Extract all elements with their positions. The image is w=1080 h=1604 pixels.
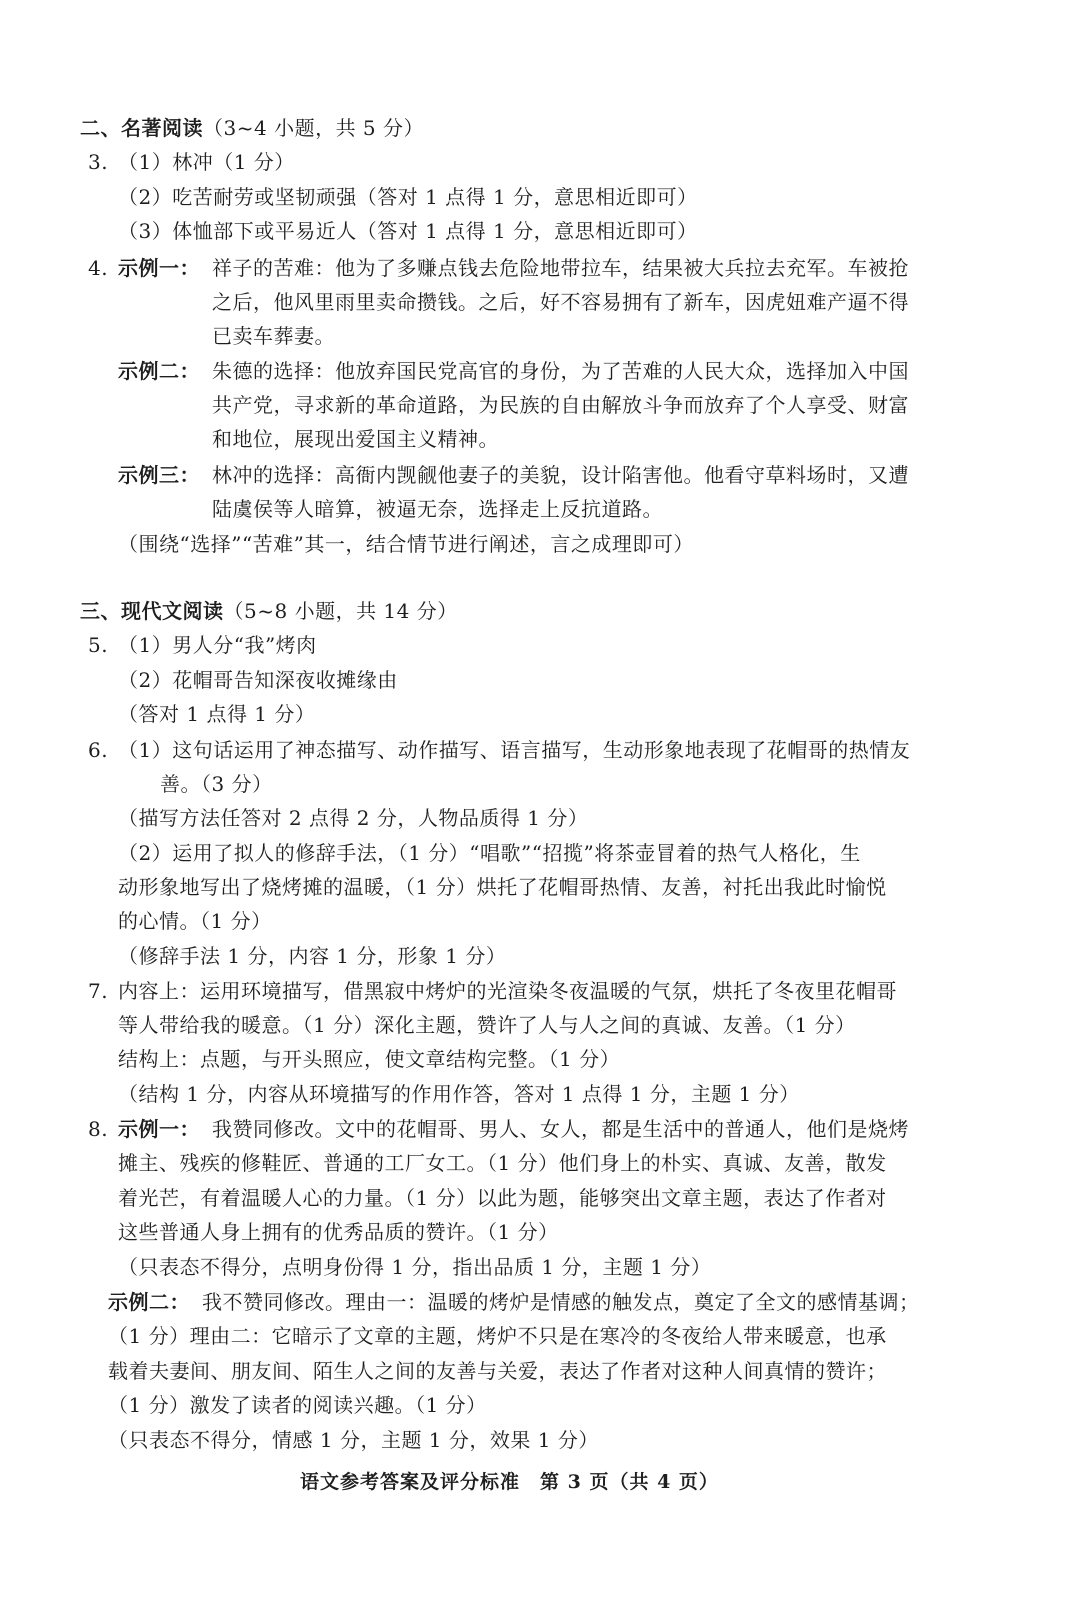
q4-example1-line2: 之后，他风里雨里卖命攒钱。之后，好不容易拥有了新车，因虎妞难产逼不得 — [212, 290, 909, 314]
q8-example2-line3: 载着夫妻间、朋友间、陌生人之间的友善与关爱，表达了作者对这种人间真情的赞许； — [108, 1359, 887, 1383]
section2-heading-line — [80, 113, 424, 143]
q8-example2-line2: （1 分）理由二：它暗示了文章的主题，烤炉不只是在寒冷的冬夜给人带来暖意，也承 — [108, 1324, 887, 1348]
q8-example1-line2: 摊主、残疾的修鞋匠、普通的工厂女工。（1 分）他们身上的朴实、真诚、友善，散发 — [118, 1151, 887, 1175]
q8-example1-line4: 这些普通人身上拥有的优秀品质的赞许。（1 分） — [118, 1220, 559, 1244]
q6-scoring-note-2: （修辞手法 1 分，内容 1 分，形象 1 分） — [118, 944, 507, 968]
q7-answer-line2: 等人带给我的暖意。（1 分）深化主题，赞许了人与人之间的真诚、友善。（1 分） — [118, 1013, 856, 1037]
q7-number: 7. — [88, 979, 109, 1003]
q8-example1-line3: 着光芒，有着温暖人心的力量。（1 分）以此为题，能够突出文章主题，表达了作者对 — [118, 1186, 887, 1210]
q6-answer-2-line3: 的心情。（1 分） — [118, 909, 272, 933]
q4-example2-label: 示例二： — [118, 359, 200, 383]
q3-number: 3. — [88, 150, 109, 174]
q3-answer-3: （3）体恤部下或平易近人（答对 1 点得 1 分，意思相近即可） — [118, 219, 698, 243]
q5-number: 5. — [88, 633, 109, 657]
q6-scoring-note-1: （描写方法任答对 2 点得 2 分，人物品质得 1 分） — [118, 806, 589, 830]
q8-example2-label: 示例二： — [108, 1290, 190, 1314]
page-footer: 语文参考答案及评分标准 第 3 页（共 4 页） — [300, 1471, 719, 1493]
q6-answer-2-line1: （2）运用了拟人的修辞手法，（1 分）“唱歌”“招揽”将茶壶冒着的热气人格化，生 — [118, 841, 861, 865]
q6-number: 6. — [88, 738, 109, 762]
q7-scoring-note: （结构 1 分，内容从环境描写的作用作答，答对 1 点得 1 分，主题 1 分） — [118, 1082, 800, 1106]
q3-answer-1: （1）林冲（1 分） — [118, 150, 295, 174]
q5-answer-2: （2）花帽哥告知深夜收摊缘由 — [118, 668, 398, 692]
section3-heading-note: （5~8 小题，共 14 分） — [223, 599, 458, 623]
q8-example1-scoring-note: （只表态不得分，点明身份得 1 分，指出品质 1 分，主题 1 分） — [118, 1255, 712, 1279]
q4-scoring-note: （围绕“选择”“苦难”其一，结合情节进行阐述，言之成理即可） — [118, 532, 694, 556]
q8-example2-line1: 我不赞同修改。理由一：温暖的烤炉是情感的触发点，奠定了全文的感情基调； — [202, 1290, 920, 1314]
q4-example3-line2: 陆虞侯等人暗算，被逼无奈，选择走上反抗道路。 — [212, 497, 663, 521]
section3-heading: 三、现代文阅读 — [80, 599, 224, 623]
q4-example3-line1: 林冲的选择：高衙内觊觎他妻子的美貌，设计陷害他。他看守草料场时，又遭 — [212, 463, 909, 487]
q4-example2-line3: 和地位，展现出爱国主义精神。 — [212, 427, 499, 451]
q6-answer-1-line1: （1）这句话运用了神态描写、动作描写、语言描写，生动形象地表现了花帽哥的热情友 — [118, 738, 911, 762]
q4-example1-line1: 祥子的苦难：他为了多赚点钱去危险地带拉车，结果被大兵拉去充军。车被抢 — [212, 256, 909, 280]
q8-example1-line1: 我赞同修改。文中的花帽哥、男人、女人，都是生活中的普通人，他们是烧烤 — [212, 1117, 909, 1141]
q8-number: 8. — [88, 1117, 109, 1141]
q4-example2-line2: 共产党，寻求新的革命道路，为民族的自由解放斗争而放弃了个人享受、财富 — [212, 393, 909, 417]
q4-example3-label: 示例三： — [118, 463, 200, 487]
q4-example2-line1: 朱德的选择：他放弃国民党高官的身份，为了苦难的人民大众，选择加入中国 — [212, 359, 909, 383]
section2-heading: 二、名著阅读 — [80, 116, 203, 140]
q8-example2-line4: （1 分）激发了读者的阅读兴趣。（1 分） — [108, 1393, 487, 1417]
q4-number: 4. — [88, 256, 109, 280]
section2-heading-note: （3~4 小题，共 5 分） — [203, 116, 425, 140]
q4-example1-line3: 已卖车葬妻。 — [212, 324, 335, 348]
q7-answer-line3: 结构上：点题，与开头照应，使文章结构完整。（1 分） — [118, 1047, 621, 1071]
section3-heading-line — [80, 596, 458, 626]
q8-example1-label: 示例一： — [118, 1117, 200, 1141]
q4-example1-label: 示例一： — [118, 256, 200, 280]
q6-answer-1-line2: 善。（3 分） — [160, 772, 273, 796]
q7-answer-line1: 内容上：运用环境描写，借黑寂中烤炉的光渲染冬夜温暖的气氛，烘托了冬夜里花帽哥 — [118, 979, 897, 1003]
q5-scoring-note: （答对 1 点得 1 分） — [118, 702, 316, 726]
q3-answer-2: （2）吃苦耐劳或坚韧顽强（答对 1 点得 1 分，意思相近即可） — [118, 185, 698, 209]
q8-example2-scoring-note: （只表态不得分，情感 1 分，主题 1 分，效果 1 分） — [108, 1428, 599, 1452]
q5-answer-1: （1）男人分“我”烤肉 — [118, 633, 317, 657]
q6-answer-2-line2: 动形象地写出了烧烤摊的温暖，（1 分）烘托了花帽哥热情、友善，衬托出我此时愉悦 — [118, 875, 887, 899]
